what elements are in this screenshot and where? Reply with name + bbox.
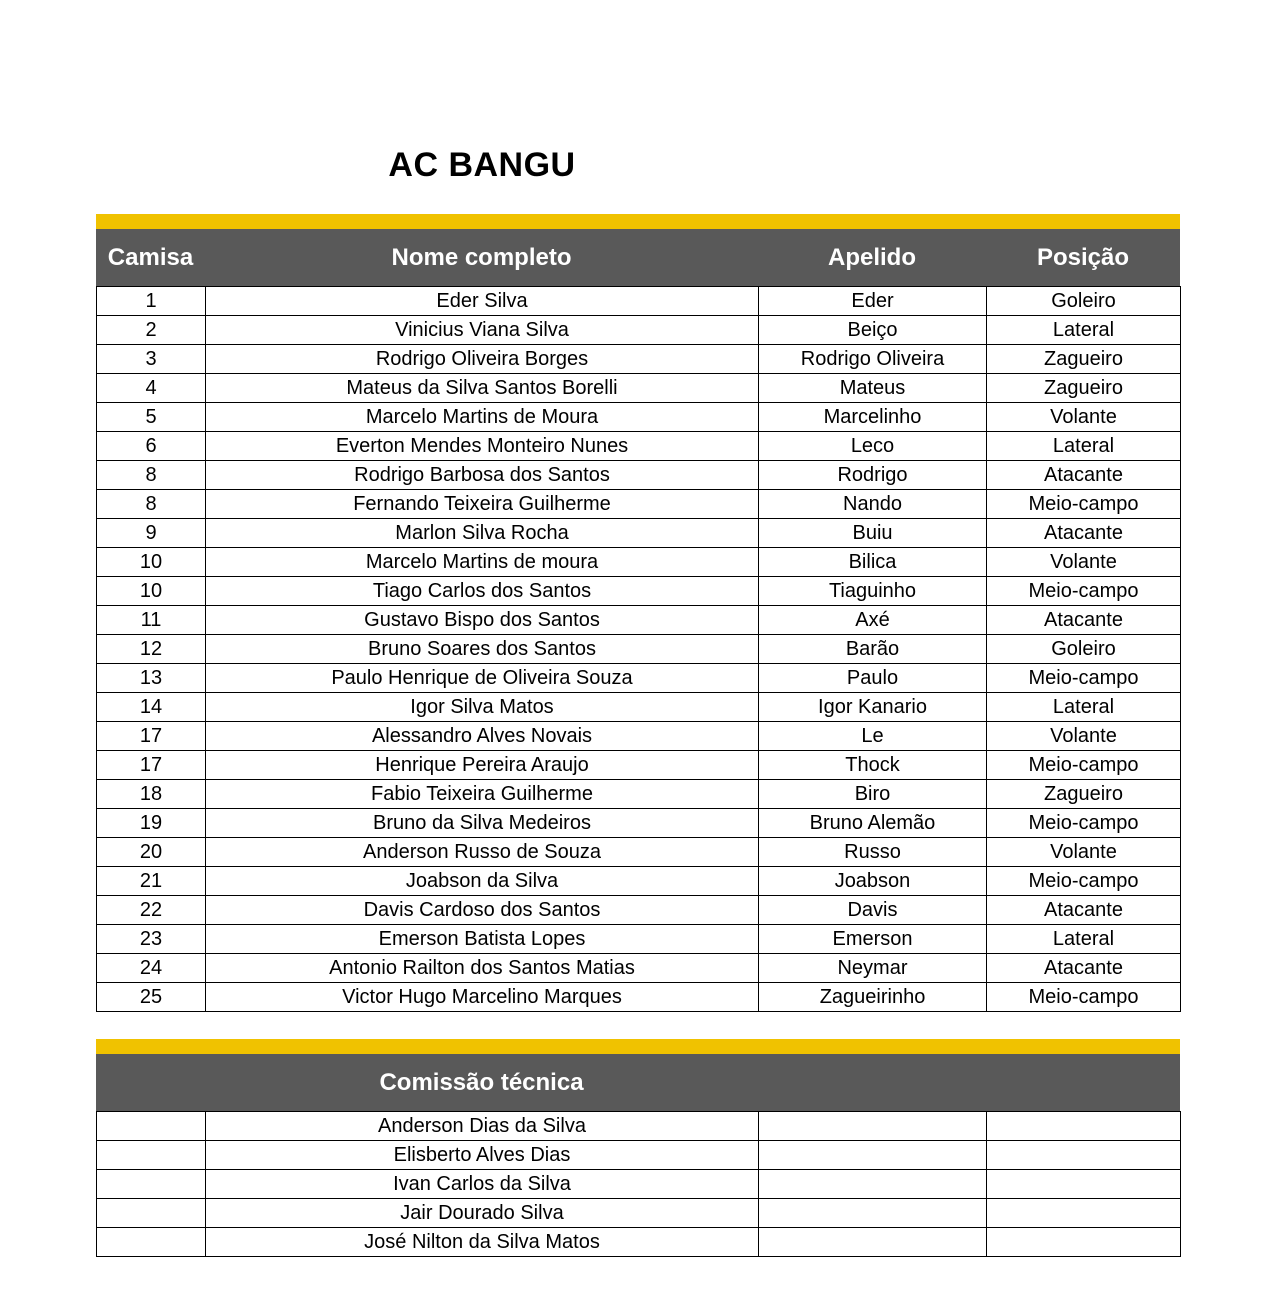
empty-cell [97, 1141, 206, 1170]
empty-cell [97, 1112, 206, 1141]
posicao-cell: Atacante [987, 461, 1181, 490]
empty-cell [759, 1199, 987, 1228]
table-row [97, 316, 1181, 345]
empty-cell [987, 1199, 1181, 1228]
yellow-bar [96, 214, 1180, 229]
staff-name-cell: Anderson Dias da Silva [206, 1112, 759, 1141]
posicao-cell: Lateral [987, 925, 1181, 954]
table-row [97, 693, 1181, 722]
posicao-cell: Atacante [987, 606, 1181, 635]
posicao-cell: Zagueiro [987, 345, 1181, 374]
apelido-cell: Marcelinho [759, 403, 987, 432]
camisa-cell: 9 [97, 519, 206, 548]
table-row [97, 1199, 1181, 1228]
nome-cell: Paulo Henrique de Oliveira Souza [206, 664, 759, 693]
posicao-cell: Meio-campo [987, 867, 1181, 896]
table-row [97, 896, 1181, 925]
posicao-cell: Goleiro [987, 287, 1181, 316]
table-row [97, 374, 1181, 403]
apelido-cell: Beiço [759, 316, 987, 345]
staff-header-row [96, 1054, 1180, 1111]
table-row [97, 577, 1181, 606]
header-nome-completo: Nome completo [391, 244, 572, 271]
staff-name-cell: Ivan Carlos da Silva [206, 1170, 759, 1199]
posicao-cell: Lateral [987, 432, 1181, 461]
apelido-cell: Biro [759, 780, 987, 809]
posicao-cell: Atacante [987, 954, 1181, 983]
camisa-cell: 8 [97, 461, 206, 490]
staff-section [96, 1039, 1180, 1257]
table-row [97, 461, 1181, 490]
camisa-cell: 10 [97, 548, 206, 577]
apelido-cell: Mateus [759, 374, 987, 403]
nome-cell: Everton Mendes Monteiro Nunes [206, 432, 759, 461]
table-row [97, 925, 1181, 954]
empty-cell [987, 1228, 1181, 1257]
posicao-cell: Lateral [987, 693, 1181, 722]
empty-cell [759, 1228, 987, 1257]
empty-cell [759, 1170, 987, 1199]
camisa-cell: 18 [97, 780, 206, 809]
camisa-cell: 20 [97, 838, 206, 867]
table-row [97, 983, 1181, 1012]
nome-cell: Marlon Silva Rocha [206, 519, 759, 548]
posicao-cell: Volante [987, 548, 1181, 577]
table-row [97, 606, 1181, 635]
posicao-cell: Volante [987, 403, 1181, 432]
nome-cell: Emerson Batista Lopes [206, 925, 759, 954]
nome-cell: Fernando Teixeira Guilherme [206, 490, 759, 519]
table-row [97, 548, 1181, 577]
table-row [97, 432, 1181, 461]
camisa-cell: 6 [97, 432, 206, 461]
camisa-cell: 21 [97, 867, 206, 896]
apelido-cell: Zagueirinho [759, 983, 987, 1012]
empty-cell [97, 1228, 206, 1257]
posicao-cell: Atacante [987, 519, 1181, 548]
apelido-cell: Eder [759, 287, 987, 316]
empty-cell [987, 1170, 1181, 1199]
apelido-cell: Rodrigo [759, 461, 987, 490]
apelido-cell: Bruno Alemão [759, 809, 987, 838]
header-comissao-tecnica: Comissão técnica [379, 1069, 584, 1096]
table-row [97, 1112, 1181, 1141]
nome-cell: Vinicius Viana Silva [206, 316, 759, 345]
nome-cell: Antonio Railton dos Santos Matias [206, 954, 759, 983]
empty-cell [759, 1141, 987, 1170]
table-row [97, 1228, 1181, 1257]
nome-cell: Rodrigo Oliveira Borges [206, 345, 759, 374]
camisa-cell: 24 [97, 954, 206, 983]
nome-cell: Victor Hugo Marcelino Marques [206, 983, 759, 1012]
camisa-cell: 14 [97, 693, 206, 722]
yellow-bar [96, 1039, 1180, 1054]
table-row [97, 867, 1181, 896]
header-posicao: Posição [1036, 244, 1130, 271]
players-table [96, 286, 1181, 1012]
apelido-cell: Neymar [759, 954, 987, 983]
apelido-cell: Axé [759, 606, 987, 635]
table-row [97, 1141, 1181, 1170]
apelido-cell: Barão [759, 635, 987, 664]
players-header-row [96, 229, 1180, 286]
table-row [97, 954, 1181, 983]
empty-cell [759, 1112, 987, 1141]
nome-cell: Gustavo Bispo dos Santos [206, 606, 759, 635]
table-row [97, 1170, 1181, 1199]
header-apelido: Apelido [828, 244, 916, 271]
nome-cell: Anderson Russo de Souza [206, 838, 759, 867]
camisa-cell: 10 [97, 577, 206, 606]
apelido-cell: Rodrigo Oliveira [759, 345, 987, 374]
players-section [96, 214, 1180, 1012]
apelido-cell: Bilica [759, 548, 987, 577]
table-row [97, 519, 1181, 548]
nome-cell: Igor Silva Matos [206, 693, 759, 722]
page-title: AC BANGU [388, 146, 576, 184]
staff-name-cell: Jair Dourado Silva [206, 1199, 759, 1228]
posicao-cell: Atacante [987, 896, 1181, 925]
staff-table [96, 1111, 1181, 1257]
nome-cell: Davis Cardoso dos Santos [206, 896, 759, 925]
nome-cell: Eder Silva [206, 287, 759, 316]
camisa-cell: 12 [97, 635, 206, 664]
nome-cell: Bruno da Silva Medeiros [206, 809, 759, 838]
camisa-cell: 5 [97, 403, 206, 432]
apelido-cell: Igor Kanario [759, 693, 987, 722]
camisa-cell: 17 [97, 722, 206, 751]
nome-cell: Fabio Teixeira Guilherme [206, 780, 759, 809]
camisa-cell: 23 [97, 925, 206, 954]
nome-cell: Tiago Carlos dos Santos [206, 577, 759, 606]
nome-cell: Rodrigo Barbosa dos Santos [206, 461, 759, 490]
table-row [97, 490, 1181, 519]
camisa-cell: 3 [97, 345, 206, 374]
nome-cell: Marcelo Martins de Moura [206, 403, 759, 432]
posicao-cell: Meio-campo [987, 490, 1181, 519]
nome-cell: Henrique Pereira Araujo [206, 751, 759, 780]
apelido-cell: Paulo [759, 664, 987, 693]
staff-name-cell: José Nilton da Silva Matos [206, 1228, 759, 1257]
apelido-cell: Buiu [759, 519, 987, 548]
table-row [97, 722, 1181, 751]
empty-cell [97, 1199, 206, 1228]
table-row [97, 838, 1181, 867]
camisa-cell: 22 [97, 896, 206, 925]
camisa-cell: 8 [97, 490, 206, 519]
apelido-cell: Le [759, 722, 987, 751]
camisa-cell: 2 [97, 316, 206, 345]
camisa-cell: 1 [97, 287, 206, 316]
camisa-cell: 13 [97, 664, 206, 693]
table-row [97, 345, 1181, 374]
apelido-cell: Thock [759, 751, 987, 780]
table-row [97, 287, 1181, 316]
posicao-cell: Volante [987, 722, 1181, 751]
table-row [97, 403, 1181, 432]
nome-cell: Joabson da Silva [206, 867, 759, 896]
table-row [97, 809, 1181, 838]
posicao-cell: Zagueiro [987, 780, 1181, 809]
table-row [97, 635, 1181, 664]
apelido-cell: Joabson [759, 867, 987, 896]
table-row [97, 751, 1181, 780]
camisa-cell: 19 [97, 809, 206, 838]
apelido-cell: Russo [759, 838, 987, 867]
staff-name-cell: Elisberto Alves Dias [206, 1141, 759, 1170]
apelido-cell: Leco [759, 432, 987, 461]
camisa-cell: 25 [97, 983, 206, 1012]
posicao-cell: Volante [987, 838, 1181, 867]
posicao-cell: Meio-campo [987, 809, 1181, 838]
nome-cell: Mateus da Silva Santos Borelli [206, 374, 759, 403]
posicao-cell: Meio-campo [987, 751, 1181, 780]
posicao-cell: Zagueiro [987, 374, 1181, 403]
camisa-cell: 11 [97, 606, 206, 635]
table-row [97, 780, 1181, 809]
empty-cell [987, 1141, 1181, 1170]
posicao-cell: Meio-campo [987, 577, 1181, 606]
camisa-cell: 4 [97, 374, 206, 403]
posicao-cell: Meio-campo [987, 983, 1181, 1012]
table-row [97, 664, 1181, 693]
apelido-cell: Tiaguinho [759, 577, 987, 606]
posicao-cell: Meio-campo [987, 664, 1181, 693]
empty-cell [97, 1170, 206, 1199]
posicao-cell: Goleiro [987, 635, 1181, 664]
empty-cell [987, 1112, 1181, 1141]
camisa-cell: 17 [97, 751, 206, 780]
apelido-cell: Emerson [759, 925, 987, 954]
apelido-cell: Davis [759, 896, 987, 925]
nome-cell: Bruno Soares dos Santos [206, 635, 759, 664]
nome-cell: Marcelo Martins de moura [206, 548, 759, 577]
header-camisa: Camisa [107, 244, 194, 271]
apelido-cell: Nando [759, 490, 987, 519]
posicao-cell: Lateral [987, 316, 1181, 345]
nome-cell: Alessandro Alves Novais [206, 722, 759, 751]
